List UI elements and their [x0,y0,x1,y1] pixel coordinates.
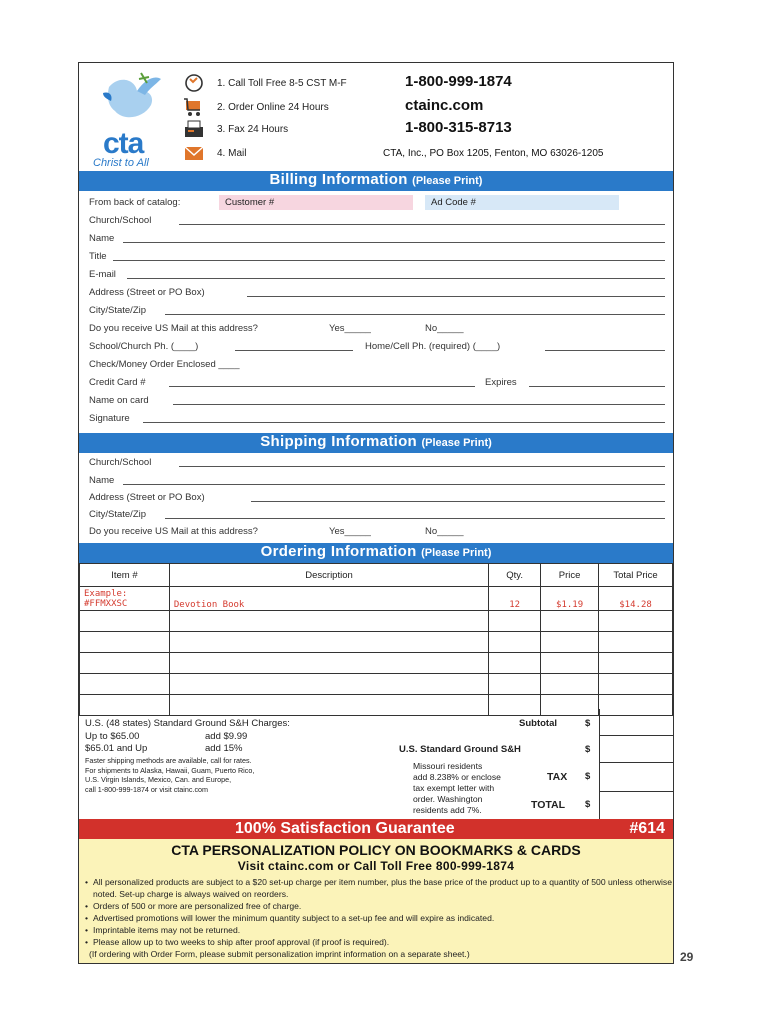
totals-column [599,709,674,819]
billing-header [79,171,673,191]
logo-tagline: Christ to All [93,157,149,169]
field-label: Church/School [89,457,152,468]
billing-phone-row [89,339,665,355]
policy-title: CTA PERSONALIZATION POLICY ON BOOKMARKS & CARDS [171,842,581,858]
policy-item: • Advertised promotions will lower the minimum quantity subject to a set-up fee and will expire as indicated. [79,912,673,924]
table-row[interactable] [80,674,673,695]
total-label: TOTAL [531,799,566,811]
contact-label: 4. Mail [217,148,247,159]
field-label: E-mail [89,269,116,280]
billing-name-field[interactable] [89,231,665,247]
subtotal-box[interactable] [600,709,674,736]
usmail-question: Do you receive US Mail at this address? [89,526,258,537]
charge-cost: add 15% [205,743,243,754]
col-item: Item # [80,564,170,587]
tax-box[interactable] [600,763,674,792]
contact-online [183,97,663,119]
field-label: Signature [89,413,130,424]
page-number: 29 [680,950,694,964]
home-phone-field[interactable]: Home/Cell Ph. (required) (____) [365,341,501,352]
example-price: $1.19 [541,587,599,611]
shipping-city-field[interactable] [89,507,665,523]
expires-field[interactable] [529,386,665,387]
note-line: residents add 7%. [413,805,482,815]
policy-list [79,876,673,948]
tax-label: TAX [547,771,568,783]
customer-number-field[interactable]: Customer # [219,195,413,210]
mail-address: CTA, Inc., PO Box 1205, Fenton, MO 63026-1205 [383,148,604,159]
billing-title-field[interactable] [89,249,665,265]
ordering-subtitle: (Please Print) [421,547,492,559]
logo-text: cta [103,127,144,160]
billing-church-field[interactable] [89,213,665,229]
sh-box[interactable] [600,736,674,763]
field-label: Name [89,233,115,244]
example-qty: 12 [489,587,541,611]
contact-label: 3. Fax 24 Hours [217,124,289,135]
usmail-no[interactable]: No_____ [425,526,464,537]
dollar-sign: $ [585,718,591,729]
ordering-title: Ordering Information [260,543,417,560]
guarantee-text: 100% Satisfaction Guarantee [235,820,455,837]
website-link[interactable]: ctainc.com [405,97,484,114]
usmail-question: Do you receive US Mail at this address? [89,323,258,334]
phone-icon [183,73,205,93]
order-table-header [80,564,673,587]
phone-number[interactable]: 1-800-999-1874 [405,73,512,90]
missouri-note [413,761,501,816]
name-on-card-field[interactable] [89,393,665,409]
policy-item: • Imprintable items may not be returned. [79,924,673,936]
policy-item: • Orders of 500 or more are personalized free of charge. [79,900,673,912]
sh-charges-title: U.S. (48 states) Standard Ground S&H Charges: [85,718,290,729]
note-line: For shipments to Alaska, Hawaii, Guam, Puerto Rico, [85,765,255,775]
example-total: $14.28 [599,587,673,611]
example-description: Devotion Book [169,587,488,611]
fax-number[interactable]: 1-800-315-8713 [405,119,512,136]
header [79,63,673,173]
field-label: Address (Street or PO Box) [89,492,205,503]
dollar-sign: $ [585,771,591,782]
charge-range: $65.01 and Up [85,743,148,754]
field-label: City/State/Zip [89,305,147,316]
contact-phone [183,73,663,95]
table-row[interactable] [80,632,673,653]
shipping-name-field[interactable] [89,473,665,489]
usmail-yes[interactable]: Yes_____ [329,323,371,334]
note-line: order. Washington [413,794,483,804]
note-line: Missouri residents [413,761,483,771]
cart-icon [183,97,205,117]
note-line: tax exempt letter with [413,783,495,793]
contact-fax [183,119,663,141]
billing-title: Billing Information [269,171,408,188]
policy-item: • All personalized products are subject to a $20 set-up charge per item number, plus the base price of the product up to a quantity of 500 unless otherwise noted. Set-up charge is always waived on reorders. [79,876,673,900]
charge-range: Up to $65.00 [85,731,140,742]
personalization-policy [79,839,673,963]
catalog-label: From back of catalog: [89,197,181,208]
ordering-header [79,543,673,563]
example-row [80,587,673,611]
table-row[interactable] [80,611,673,632]
shipping-subtitle: (Please Print) [421,437,492,449]
cta-logo [89,69,175,169]
policy-note: (If ordering with Order Form, please submit personalization imprint information on a separate sheet.) [89,949,470,959]
dove-icon [89,69,175,129]
order-form [78,62,674,964]
check-enclosed-field[interactable] [89,357,665,373]
contact-label: 2. Order Online 24 Hours [217,102,329,113]
dollar-sign: $ [585,799,591,810]
signature-field[interactable] [89,411,665,427]
col-qty: Qty. [489,564,541,587]
fax-icon [183,119,205,139]
expires-label: Expires [485,377,517,388]
mail-icon [183,143,205,163]
charge-cost: add $9.99 [205,731,248,742]
field-label: City/State/Zip [89,509,147,520]
example-item-number: #FFMXXSC [84,598,128,609]
usmail-yes[interactable]: Yes_____ [329,526,371,537]
guarantee-bar [79,819,673,839]
credit-card-label: Credit Card # [89,377,146,388]
col-total: Total Price [599,564,673,587]
table-row[interactable] [80,695,673,716]
note-line: call 1-800-999-1874 or visit ctainc.com [85,784,209,794]
field-label: Title [89,251,107,262]
field-label: Check/Money Order Enclosed ____ [89,359,240,370]
table-row[interactable] [80,653,673,674]
contact-label: 1. Call Toll Free 8-5 CST M-F [217,78,347,89]
sh-label: U.S. Standard Ground S&H [399,744,521,755]
contact-mail [183,143,663,165]
note-line: Faster shipping methods are available, call for rates. [85,756,252,765]
note-line: add 8.238% or enclose [413,772,501,782]
note-line: U.S. Virgin Islands, Mexico, Can. and Europe, [85,775,232,784]
billing-subtitle: (Please Print) [412,175,483,187]
policy-subtitle: Visit ctainc.com or Call Toll Free 800-999-1874 [237,859,515,873]
billing-email-field[interactable] [89,267,665,283]
form-code: #614 [629,820,665,837]
school-phone-field[interactable]: School/Church Ph. (____) [89,341,199,352]
shipping-header [79,433,673,453]
billing-usmail-row [89,321,665,337]
credit-card-row [89,375,665,391]
shipping-church-field[interactable] [89,455,665,471]
order-table [79,563,673,716]
ad-code-field[interactable]: Ad Code # [425,195,619,210]
subtotal-label: Subtotal [519,718,557,729]
col-price: Price [541,564,599,587]
faster-shipping-note [85,756,254,794]
example-item [80,587,170,611]
total-box[interactable] [600,792,674,820]
field-label: Church/School [89,215,152,226]
dollar-sign: $ [585,744,591,755]
shipping-usmail-row [89,524,665,540]
billing-city-field[interactable] [89,303,665,319]
credit-card-field[interactable] [169,386,475,387]
shipping-address-field[interactable] [89,490,665,506]
field-label: Name [89,475,115,486]
usmail-no[interactable]: No_____ [425,323,464,334]
policy-item: • Please allow up to two weeks to ship after proof approval (if proof is required). [79,936,673,948]
field-label: Address (Street or PO Box) [89,287,205,298]
field-label: Name on card [89,395,149,406]
shipping-title: Shipping Information [260,433,418,450]
example-label: Example: [84,588,128,599]
billing-address-field[interactable] [89,285,665,301]
col-description: Description [169,564,488,587]
